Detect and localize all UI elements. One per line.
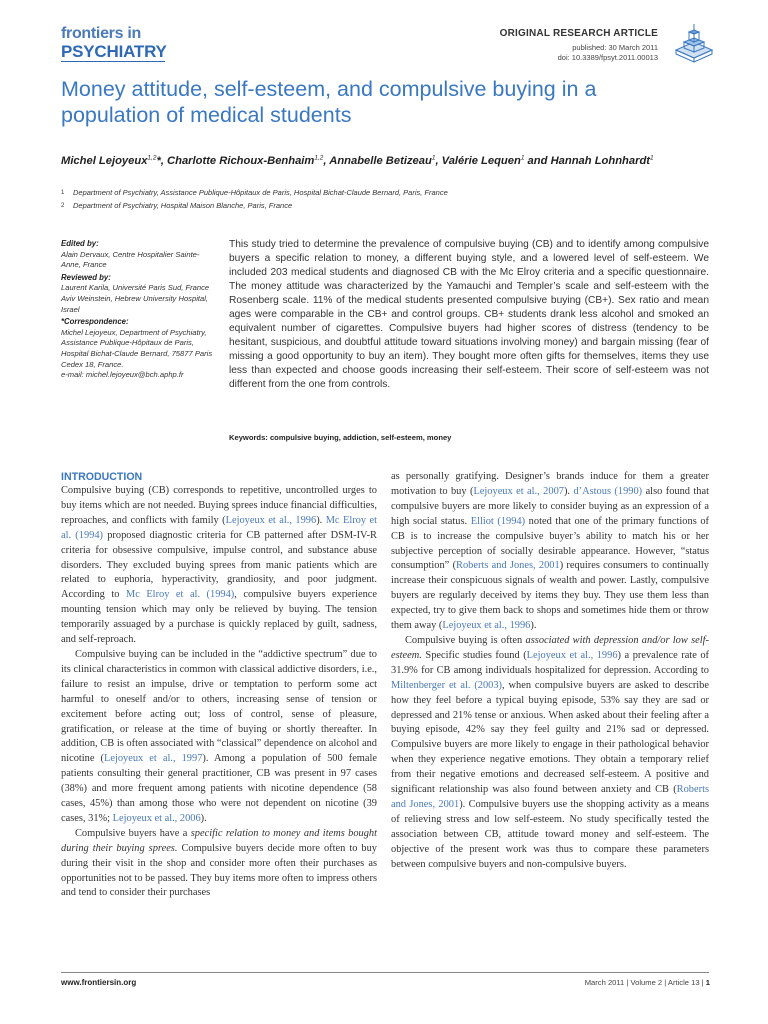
citation-link[interactable]: Mc Elroy et al. (1994) — [61, 514, 378, 541]
citation-link[interactable]: Miltenberger et al. (2003) — [391, 679, 503, 691]
author-list — [61, 150, 661, 169]
journal-emblem-icon — [672, 22, 716, 64]
citation-link[interactable]: Lejoyeux et al., 1996 — [442, 620, 531, 632]
body-column-left — [61, 470, 377, 901]
correspondence-address: Michel Lejoyeux, Department of Psychiatry, Assistance Publique-Hôpitaux de Paris, Hospital Bichat-Claude Bernard, 75877 Paris Cedex 18, France. — [61, 327, 213, 369]
citation-link[interactable]: Lejoyeux et al., 2007 — [473, 485, 564, 497]
author: Annabelle Betizeau$^1$, — [329, 154, 439, 167]
affiliation: 2 Department of Psychiatry, Hospital Maison Blanche, Paris, France — [61, 201, 293, 210]
correspondence-email[interactable]: e-mail: michel.lejoyeux@bch.aphp.fr — [61, 370, 184, 380]
paragraph: Compulsive buying can be included in the “addictive spectrum” due to its clinical characteristics in common with classical addictive disorders, i.e., failure to resist an impulse, drive or temptation to perform some act harmful to oneself and/or to others, increasing sense of tension or excitement before acting out; loss of control, sense of pleasure, gratification, or release at the time of buying or shortly thereafter. In addition, CB is often associated with “classical” dependence on alcohol and nicotine (Lejoyeux et al., 1997). Among a population of 500 female patients consulting their general practitioner, CB was present in 97 cases (38%) and more frequent among patients with nicotine dependence (58 cases, 45%) than among those who were not dependent on nicotine (39 cases, 31%; Lejoyeux et al., 2006). — [61, 648, 377, 824]
author: Hannah Lohnhardt$^1$ — [550, 154, 654, 167]
logo-underline — [61, 61, 165, 62]
correspondence-label: *Correspondence: — [61, 317, 129, 327]
citation-link[interactable]: Mc Elroy et al. (1994) — [125, 589, 235, 601]
author: Valérie Lequen$^1$ and — [441, 154, 548, 167]
citation-link[interactable]: Elliot (1994) — [470, 515, 526, 527]
citation-link[interactable]: Roberts and Jones, 2001 — [456, 560, 560, 572]
editor: Alain Dervaux, Centre Hospitalier Sainte-Anne, France — [61, 249, 200, 270]
citation-link[interactable]: Roberts and Jones, 2001 — [391, 784, 709, 810]
paragraph: Compulsive buying (CB) corresponds to repetitive, uncontrolled urges to buy items which are not needed. Buying sprees induce financial difficulties, reproaches, and conflicts with family (Lejoyeux et al., 1996). Mc Elroy et al. (1994) proposed diagnostic criteria for CB patterned after DSM-IV-R criteria for obsessive compulsive, impulse control, and substance abuse disorders. They excluded buying sprees from manic patients which are related to euphoria, hyperactivity, grandiosity, and poor judgment. According to Mc Elroy et al. (1994), compulsive buyers experience mounting tension which may only be relieved by buying. The tension temporarily assuaged by a purchase is quickly replaced by guilt, sadness, and self-reproach. — [61, 485, 378, 646]
reviewer: Aviv Weinstein, Hebrew University Hospital, Israel — [61, 293, 209, 314]
reviewed-by-label: Reviewed by: — [61, 272, 111, 282]
affiliation: 1 Department of Psychiatry, Assistance Publique-Hôpitaux de Paris, Hospital Bichat-Claude Bernard, Paris, France — [61, 188, 448, 197]
citation-link[interactable]: Lejoyeux et al., 1996 — [225, 514, 317, 526]
footer-divider — [61, 972, 709, 973]
citation-link[interactable]: Lejoyeux et al., 1997 — [104, 753, 203, 765]
author: Charlotte Richoux-Benhaim$^{1,2}$, — [167, 154, 327, 167]
edited-by-label: Edited by: — [61, 239, 99, 248]
editorial-sidebar — [61, 238, 213, 381]
body-column-right — [391, 470, 709, 872]
citation-link[interactable]: Lejoyeux et al., 1996 — [526, 649, 618, 661]
journal-logo-top: frontiers in — [61, 25, 141, 42]
published-date: published: 30 March 2011 — [572, 43, 658, 52]
abstract: This study tried to determine the prevalence of compulsive buying (CB) and to identify among compulsive buyers a specific relation to money, a different buying style, and a lowered level of self-esteem. We included 203 medical students and diagnosed CB with the Mc Elroy criteria and a specific questionnaire. The money attitude was characterized by the Yamauchi and Templer’s scale and self-esteem with the Rosenberg scale. 11% of the medical students presented compulsive buying (CB+). Sex ratio and mean ages were comparable in the CB+ and control groups. CB+ students drank less alcohol and smoked an equivalent number of cigarettes. Compulsive buyers had higher scores of distress (tendency to be hesitant, suspicious, and doubtful attitude toward situations involving money) and bargain missing (fear of missing a good opportunity to buy an item). They bought more often gifts for themselves, items they use less than expected and choose goods increasing their self-esteem. Their score of self-esteem was not different from the one from controls. — [229, 239, 709, 390]
article-title: Money attitude, self-esteem, and compulsive buying in a population of medical students — [61, 77, 597, 127]
paragraph: Compulsive buyers have a specific relation to money and items bought during their buying sprees. Compulsive buyers decide more often to buy during their visit in the shop and consider more often their purchases as opportunities not to be passed. They buy items more often to impress others and tend to consider their purchases — [61, 827, 378, 899]
page-number: 1 — [705, 978, 710, 987]
citation-link[interactable]: d’Astous (1990) — [573, 485, 643, 497]
reviewer: Laurent Karila, Université Paris Sud, France — [61, 283, 210, 293]
citation-link[interactable]: Lejoyeux et al., 2006 — [112, 812, 201, 824]
footer-website-link[interactable]: www.frontiersin.org — [61, 978, 137, 987]
author: Michel Lejoyeux$^{1,2}$*, — [61, 154, 164, 167]
article-type: ORIGINAL RESEARCH ARTICLE — [499, 28, 658, 39]
paragraph: as personally gratifying. Designer’s brands induce for them a greater motivation to buy (Lejoyeux et al., 2007). d’Astous (1990) also found that compulsive buyers are more likely to consider buying as an expression of a high social status. Elliot (1994) noted that one of the primary functions of CB is to increase the compulsive buyer’s ability to match his or her subjective perception of socially desirable appearance. However, “status consumption” (Roberts and Jones, 2001) requires consumers to continually increase their conspicuous signals of wealth and power. Lastly, compulsive buyers are regularly deceived by items they buy. They use them less than expected, try to give them back to shops and sometimes hide them or throw them away (Lejoyeux et al., 1996). — [391, 471, 709, 632]
doi: doi: 10.3389/fpsyt.2011.00013 — [557, 53, 658, 62]
section-heading: INTRODUCTION — [61, 471, 143, 483]
footer-issue-info: March 2011 | Volume 2 | Article 13 | 1 — [584, 978, 710, 987]
journal-logo-bottom: PSYCHIATRY — [61, 42, 167, 61]
keywords: Keywords: compulsive buying, addiction, self-esteem, money — [229, 433, 452, 442]
paragraph: Compulsive buying is often associated with depression and/or low self-esteem. Specific studies found (Lejoyeux et al., 1996) a prevalence rate of 31.9% for CB among individuals hospitalized for depression. According to Miltenberger et al. (2003), when compulsive buyers are asked to describe how they feel before a typical buying episode, 53% say they are sad or depressed and 21% tense or anxious. When asked about their feeling after a buying episode, 42% say they feel guilty and 21% sad or depressed. Compulsive buyers are more likely to engage in their pathological behavior when they experience negative emotions. They obtain a temporary relief from their negative emotions and decreased self-esteem. A positive and significant relationship was also found between anxiety and CB (Roberts and Jones, 2001). Compulsive buyers use the shopping activity as a means of relieving stress and low self-esteem. No study specifically tested the association between CB, attitude toward money and self-esteem. The objective of the present work was thus to compare these parameters between compulsive buyers and non-compulsive buyers. — [391, 634, 710, 870]
